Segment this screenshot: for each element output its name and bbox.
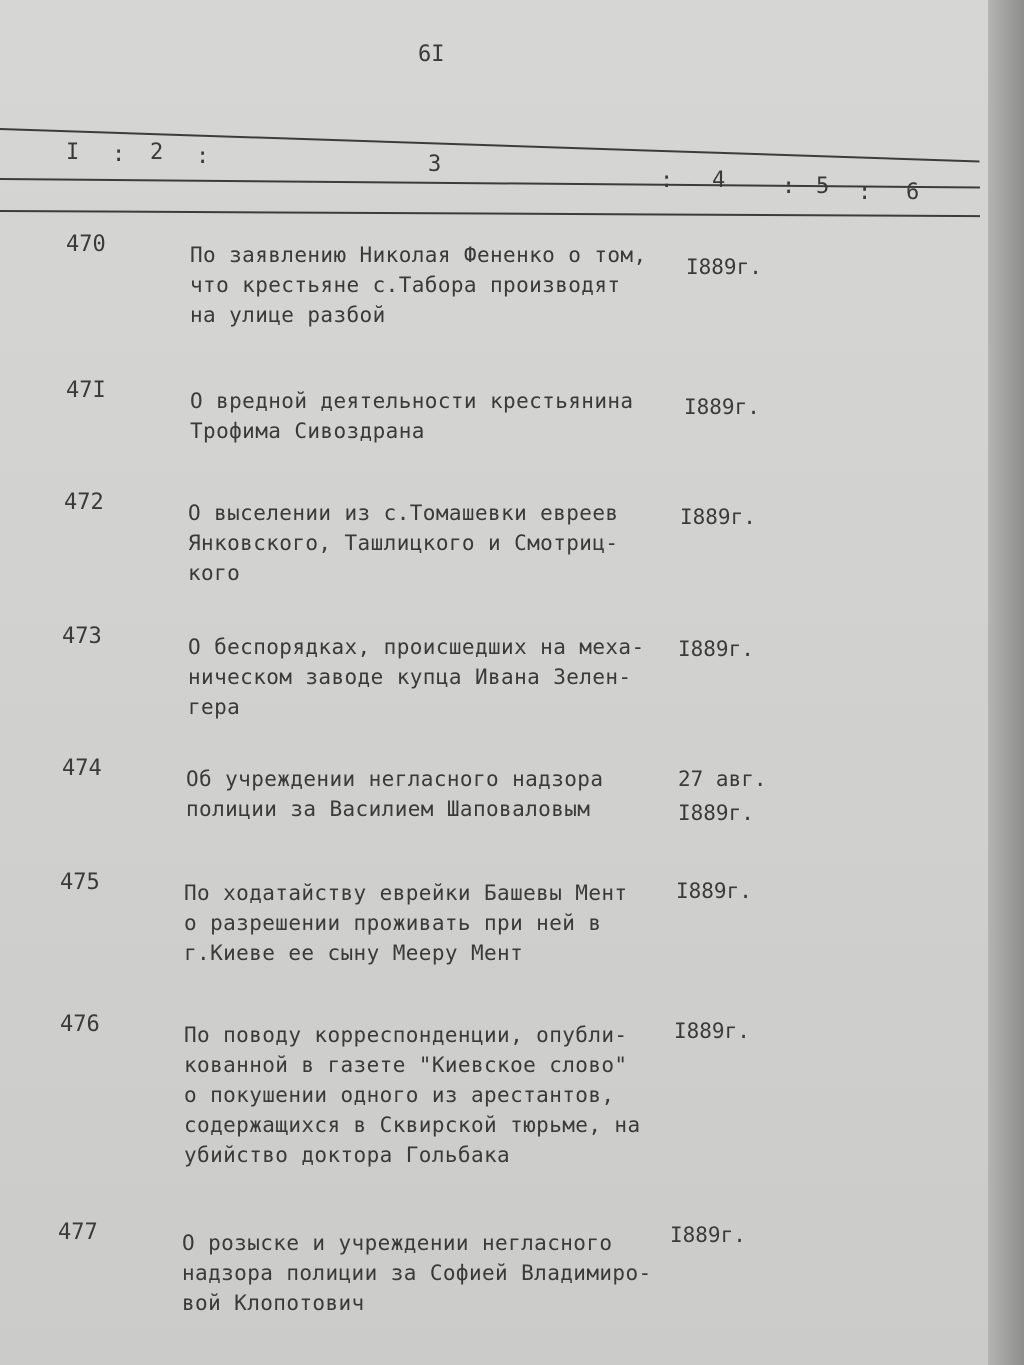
entry-number: 470 <box>66 232 106 257</box>
entry-description <box>184 1020 684 1170</box>
entry-description <box>190 386 690 446</box>
description-line: По ходатайству еврейки Башевы Мент <box>184 881 628 905</box>
column-separator: : <box>660 168 674 193</box>
entry-description <box>190 240 690 330</box>
date-line: I889г. <box>678 801 754 825</box>
description-line: надзора полиции за Софией Владимиро- <box>182 1261 652 1285</box>
description-line: вой Клопотович <box>182 1291 365 1315</box>
entry-date <box>678 762 767 830</box>
entry-number: 476 <box>60 1012 100 1037</box>
description-line: О выселении из с.Томашевки евреев <box>188 501 619 525</box>
column-separator: : <box>782 174 796 199</box>
description-line: о покушении одного из арестантов, <box>184 1083 615 1107</box>
date-line: I889г. <box>670 1223 746 1247</box>
entry-number: 47I <box>66 378 106 403</box>
entry-date <box>674 1014 750 1048</box>
description-line: О розыске и учреждении негласного <box>182 1231 613 1255</box>
entry-date <box>686 250 762 284</box>
entry-description <box>186 764 686 824</box>
column-3-heading: 3 <box>428 152 442 177</box>
header-top-rule <box>0 128 979 162</box>
header-bottom-rule <box>0 210 980 217</box>
entry-number: 474 <box>62 756 102 781</box>
date-line: I889г. <box>686 255 762 279</box>
date-line: I889г. <box>684 395 760 419</box>
description-line: гера <box>188 695 241 719</box>
entry-description <box>182 1228 682 1318</box>
column-5-heading: 5 <box>816 174 830 199</box>
description-line: о разрешении проживать при ней в <box>184 911 602 935</box>
description-line: По поводу корреспонденции, опубли- <box>184 1023 628 1047</box>
entry-date <box>684 390 760 424</box>
entry-number: 475 <box>60 870 100 895</box>
description-line: убийство доктора Гольбака <box>184 1143 511 1167</box>
date-line: I889г. <box>676 879 752 903</box>
column-4-heading: 4 <box>712 168 726 193</box>
column-6-heading: 6 <box>906 180 920 205</box>
description-line: полиции за Василием Шаповаловым <box>186 797 591 821</box>
page-number: 6I <box>418 42 445 67</box>
description-line: ническом заводе купца Ивана Зелен- <box>188 665 632 689</box>
entry-description <box>188 498 688 588</box>
description-line: на улице разбой <box>190 303 386 327</box>
page-edge-shadow <box>988 0 1024 1365</box>
description-line: О беспорядках, происшедших на меха- <box>188 635 645 659</box>
date-line: I889г. <box>680 505 756 529</box>
entry-description <box>184 878 684 968</box>
description-line: содержащихся в Сквирской тюрьме, на <box>184 1113 641 1137</box>
description-line: г.Киеве ее сыну Мееру Мент <box>184 941 524 965</box>
entry-description <box>188 632 688 722</box>
column-separator: : <box>858 180 872 205</box>
description-line: Янковского, Ташлицкого и Смотриц- <box>188 531 619 555</box>
date-line: 27 авг. <box>678 767 767 791</box>
entry-date <box>680 500 756 534</box>
entry-number: 472 <box>64 490 104 515</box>
description-line: О вредной деятельности крестьянина <box>190 389 634 413</box>
description-line: кованной в газете "Киевское слово" <box>184 1053 628 1077</box>
description-line: Об учреждении негласного надзора <box>186 767 604 791</box>
description-line: кого <box>188 561 241 585</box>
column-1-heading: I <box>66 140 80 165</box>
description-line: что крестьяне с.Табора производят <box>190 273 621 297</box>
entry-number: 477 <box>58 1220 98 1245</box>
entry-date <box>678 632 754 666</box>
column-2-heading: 2 <box>150 140 164 165</box>
date-line: I889г. <box>674 1019 750 1043</box>
date-line: I889г. <box>678 637 754 661</box>
entry-date <box>670 1218 746 1252</box>
header-middle-rule <box>0 178 980 189</box>
description-line: Трофима Сивоздрана <box>190 419 425 443</box>
description-line: По заявлению Николая Фененко о том, <box>190 243 647 267</box>
entry-date <box>676 874 752 908</box>
column-separator: : <box>112 142 126 167</box>
column-separator: : <box>196 144 210 169</box>
entry-number: 473 <box>62 624 102 649</box>
